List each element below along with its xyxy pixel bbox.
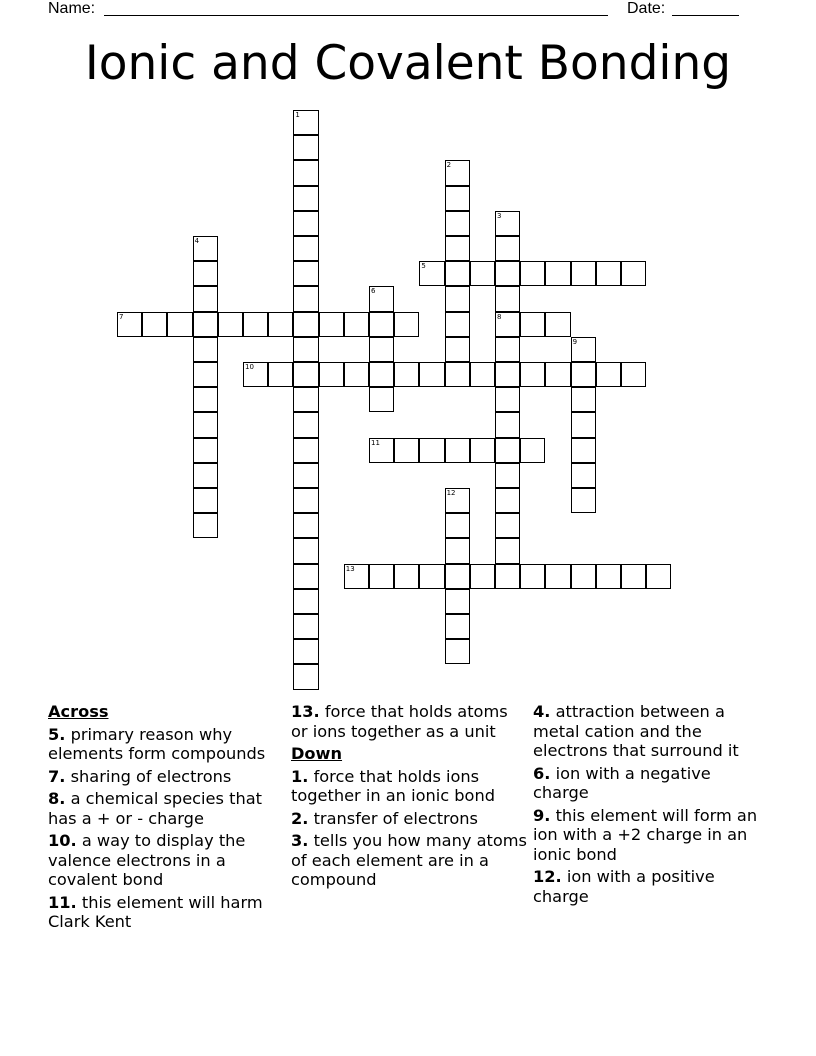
clue-item bbox=[48, 831, 284, 890]
cell-number: 11 bbox=[371, 438, 380, 447]
grid-cell[interactable] bbox=[193, 412, 218, 437]
grid-cell[interactable] bbox=[419, 362, 444, 387]
grid-cell[interactable] bbox=[293, 261, 318, 286]
grid-cell[interactable] bbox=[520, 362, 545, 387]
clue-number: 2. bbox=[291, 808, 309, 828]
grid-cell[interactable] bbox=[495, 564, 520, 589]
grid-cell[interactable] bbox=[470, 438, 495, 463]
cell-number: 10 bbox=[245, 363, 254, 371]
grid-cell[interactable] bbox=[545, 312, 570, 337]
grid-cell[interactable] bbox=[268, 362, 293, 387]
clue-number: 7. bbox=[48, 766, 66, 786]
clue-number: 3. bbox=[291, 831, 309, 850]
grid-cell[interactable] bbox=[293, 538, 318, 563]
grid-cell[interactable] bbox=[293, 639, 318, 664]
grid-cell[interactable] bbox=[495, 362, 520, 387]
grid-cell[interactable] bbox=[445, 160, 470, 185]
grid-cell[interactable] bbox=[445, 564, 470, 589]
clue-number: 11. bbox=[48, 892, 77, 912]
name-label: Name: bbox=[48, 0, 96, 17]
grid-cell[interactable] bbox=[243, 312, 268, 337]
grid-cell[interactable] bbox=[495, 211, 520, 236]
grid-cell[interactable] bbox=[495, 312, 520, 337]
grid-cell[interactable] bbox=[293, 488, 318, 513]
clue-item bbox=[291, 809, 527, 829]
grid-cell[interactable] bbox=[445, 236, 470, 261]
grid-cell[interactable] bbox=[495, 261, 520, 286]
clue-item bbox=[533, 764, 769, 803]
clue-number: 13. bbox=[291, 702, 320, 721]
grid-cell[interactable] bbox=[293, 664, 318, 689]
grid-cell[interactable] bbox=[394, 362, 419, 387]
grid-cell[interactable] bbox=[369, 387, 394, 412]
grid-cell[interactable] bbox=[596, 261, 621, 286]
clue-column-3 bbox=[533, 702, 769, 909]
clue-number: 6. bbox=[533, 763, 551, 783]
cell-number: 9 bbox=[572, 337, 578, 346]
grid-cell[interactable] bbox=[193, 312, 218, 337]
grid-cell[interactable] bbox=[293, 513, 318, 538]
grid-cell[interactable] bbox=[571, 412, 596, 437]
grid-cell[interactable] bbox=[344, 362, 369, 387]
grid-cell[interactable] bbox=[394, 312, 419, 337]
clue-item bbox=[291, 831, 527, 890]
grid-cell[interactable] bbox=[495, 488, 520, 513]
clue-text: this element will form an ion with a +2 charge in an ionic bond bbox=[533, 805, 758, 864]
clue-text: a way to display the valence electrons in a covalent bond bbox=[48, 831, 246, 889]
grid-cell[interactable] bbox=[293, 412, 318, 437]
grid-cell[interactable] bbox=[293, 286, 318, 311]
clue-column-2 bbox=[291, 702, 527, 893]
grid-cell[interactable] bbox=[394, 564, 419, 589]
grid-cell[interactable] bbox=[293, 387, 318, 412]
grid-cell[interactable] bbox=[193, 463, 218, 488]
clue-number: 9. bbox=[533, 805, 551, 825]
cell-number: 8 bbox=[497, 312, 502, 321]
page-title: Ionic and Covalent Bonding bbox=[84, 36, 732, 91]
grid-cell[interactable] bbox=[495, 337, 520, 362]
grid-cell[interactable] bbox=[369, 312, 394, 337]
clue-text: force that holds atoms or ions together as a unit bbox=[291, 702, 508, 741]
clue-number: 4. bbox=[533, 702, 551, 721]
grid-cell[interactable] bbox=[167, 312, 192, 337]
grid-cell[interactable] bbox=[193, 337, 218, 362]
grid-cell[interactable] bbox=[445, 337, 470, 362]
grid-cell[interactable] bbox=[293, 110, 318, 135]
cell-number: 3 bbox=[497, 211, 502, 220]
grid-cell[interactable] bbox=[293, 362, 318, 387]
grid-cell[interactable] bbox=[470, 261, 495, 286]
grid-cell[interactable] bbox=[621, 362, 646, 387]
grid-cell[interactable] bbox=[495, 286, 520, 311]
clue-item bbox=[533, 806, 769, 865]
grid-cell[interactable] bbox=[470, 564, 495, 589]
grid-cell[interactable] bbox=[545, 261, 570, 286]
grid-cell[interactable] bbox=[142, 312, 167, 337]
grid-cell[interactable] bbox=[419, 438, 444, 463]
section-heading: Across bbox=[48, 702, 109, 721]
grid-cell[interactable] bbox=[293, 236, 318, 261]
grid-cell[interactable] bbox=[369, 362, 394, 387]
clue-number: 1. bbox=[291, 766, 309, 786]
grid-cell[interactable] bbox=[520, 564, 545, 589]
grid-cell[interactable] bbox=[218, 312, 243, 337]
grid-cell[interactable] bbox=[495, 463, 520, 488]
clue-item bbox=[291, 702, 527, 741]
grid-cell[interactable] bbox=[117, 312, 142, 337]
grid-cell[interactable] bbox=[495, 412, 520, 437]
grid-cell[interactable] bbox=[293, 135, 318, 160]
grid-cell[interactable] bbox=[571, 362, 596, 387]
clue-number: 12. bbox=[533, 867, 562, 886]
grid-cell[interactable] bbox=[445, 286, 470, 311]
grid-cell[interactable] bbox=[445, 639, 470, 664]
cell-number: 12 bbox=[446, 489, 456, 497]
grid-cell[interactable] bbox=[369, 286, 394, 311]
grid-cell[interactable] bbox=[394, 438, 419, 463]
grid-cell[interactable] bbox=[293, 312, 318, 337]
grid-cell[interactable] bbox=[621, 564, 646, 589]
grid-cell[interactable] bbox=[445, 261, 470, 286]
grid-cell[interactable] bbox=[293, 160, 318, 185]
grid-cell[interactable] bbox=[646, 564, 671, 589]
grid-cell[interactable] bbox=[545, 362, 570, 387]
date-label: Date: bbox=[627, 0, 666, 17]
grid-cell[interactable] bbox=[571, 261, 596, 286]
grid-cell[interactable] bbox=[520, 261, 545, 286]
cell-number: 13 bbox=[345, 564, 355, 573]
grid-cell[interactable] bbox=[445, 362, 470, 387]
cell-number: 7 bbox=[119, 312, 124, 321]
clue-item bbox=[533, 702, 769, 761]
clue-text: attraction between a metal cation and the electrons that surround it bbox=[533, 702, 739, 760]
grid-cell[interactable] bbox=[193, 261, 218, 286]
clue-text: tells you how many atoms of each element are in a compound bbox=[291, 831, 527, 889]
grid-cell[interactable] bbox=[545, 564, 570, 589]
cell-number: 5 bbox=[421, 262, 426, 271]
clue-number: 8. bbox=[48, 789, 66, 808]
grid-cell[interactable] bbox=[571, 337, 596, 362]
grid-cell[interactable] bbox=[369, 337, 394, 362]
cell-number: 1 bbox=[295, 111, 300, 119]
grid-cell[interactable] bbox=[596, 362, 621, 387]
clue-text: this element will harm Clark Kent bbox=[48, 892, 263, 931]
clue-item bbox=[48, 725, 284, 764]
clue-text: a chemical species that has a + or - charge bbox=[48, 789, 262, 828]
grid-cell[interactable] bbox=[470, 362, 495, 387]
grid-cell[interactable] bbox=[495, 538, 520, 563]
grid-cell[interactable] bbox=[445, 186, 470, 211]
cell-number: 6 bbox=[371, 287, 376, 296]
grid-cell[interactable] bbox=[495, 438, 520, 463]
grid-cell[interactable] bbox=[571, 488, 596, 513]
clue-number: 5. bbox=[48, 724, 66, 744]
grid-cell[interactable] bbox=[445, 312, 470, 337]
clue-item bbox=[48, 789, 284, 828]
grid-cell[interactable] bbox=[193, 362, 218, 387]
clue-text: ion with a positive charge bbox=[533, 867, 715, 906]
grid-cell[interactable] bbox=[293, 463, 318, 488]
grid-cell[interactable] bbox=[293, 337, 318, 362]
clue-text: transfer of electrons bbox=[313, 808, 478, 828]
grid-cell[interactable] bbox=[293, 589, 318, 614]
grid-cell[interactable] bbox=[621, 261, 646, 286]
section-heading: Down bbox=[291, 744, 343, 763]
grid-cell[interactable] bbox=[319, 362, 344, 387]
grid-cell[interactable] bbox=[193, 513, 218, 538]
grid-cell[interactable] bbox=[445, 614, 470, 639]
grid-cell[interactable] bbox=[344, 312, 369, 337]
grid-cell[interactable] bbox=[445, 438, 470, 463]
grid-cell[interactable] bbox=[445, 488, 470, 513]
grid-cell[interactable] bbox=[445, 538, 470, 563]
clue-text: force that holds ions together in an ionic bond bbox=[291, 766, 495, 805]
grid-cell[interactable] bbox=[243, 362, 268, 387]
grid-cell[interactable] bbox=[571, 387, 596, 412]
grid-cell[interactable] bbox=[495, 236, 520, 261]
grid-cell[interactable] bbox=[319, 312, 344, 337]
clue-text: ion with a negative charge bbox=[533, 763, 711, 802]
grid-cell[interactable] bbox=[369, 438, 394, 463]
grid-cell[interactable] bbox=[596, 564, 621, 589]
grid-cell[interactable] bbox=[193, 438, 218, 463]
clue-item bbox=[48, 767, 284, 787]
grid-cell[interactable] bbox=[571, 463, 596, 488]
grid-cell[interactable] bbox=[293, 614, 318, 639]
grid-cell[interactable] bbox=[193, 286, 218, 311]
grid-cell[interactable] bbox=[193, 236, 218, 261]
grid-cell[interactable] bbox=[193, 488, 218, 513]
grid-cell[interactable] bbox=[193, 387, 218, 412]
grid-cell[interactable] bbox=[495, 387, 520, 412]
clue-number: 10. bbox=[48, 831, 77, 850]
cell-number: 4 bbox=[194, 237, 200, 245]
grid-cell[interactable] bbox=[293, 564, 318, 589]
grid-cell[interactable] bbox=[293, 186, 318, 211]
grid-cell[interactable] bbox=[445, 589, 470, 614]
clue-text: primary reason why elements form compounds bbox=[48, 724, 266, 763]
grid-cell[interactable] bbox=[520, 312, 545, 337]
grid-cell[interactable] bbox=[571, 438, 596, 463]
grid-cell[interactable] bbox=[445, 513, 470, 538]
clue-item bbox=[291, 767, 527, 806]
grid-cell[interactable] bbox=[445, 211, 470, 236]
cell-number: 2 bbox=[446, 161, 452, 170]
grid-cell[interactable] bbox=[369, 564, 394, 589]
grid-cell[interactable] bbox=[571, 564, 596, 589]
grid-cell[interactable] bbox=[293, 438, 318, 463]
clue-item bbox=[533, 867, 769, 906]
grid-cell[interactable] bbox=[419, 261, 444, 286]
clue-text: sharing of electrons bbox=[70, 766, 232, 786]
grid-cell[interactable] bbox=[520, 438, 545, 463]
grid-cell[interactable] bbox=[344, 564, 369, 589]
grid-cell[interactable] bbox=[419, 564, 444, 589]
grid-cell[interactable] bbox=[268, 312, 293, 337]
clue-column-1 bbox=[48, 702, 284, 935]
clue-item bbox=[48, 893, 284, 932]
grid-cell[interactable] bbox=[495, 513, 520, 538]
grid-cell[interactable] bbox=[293, 211, 318, 236]
